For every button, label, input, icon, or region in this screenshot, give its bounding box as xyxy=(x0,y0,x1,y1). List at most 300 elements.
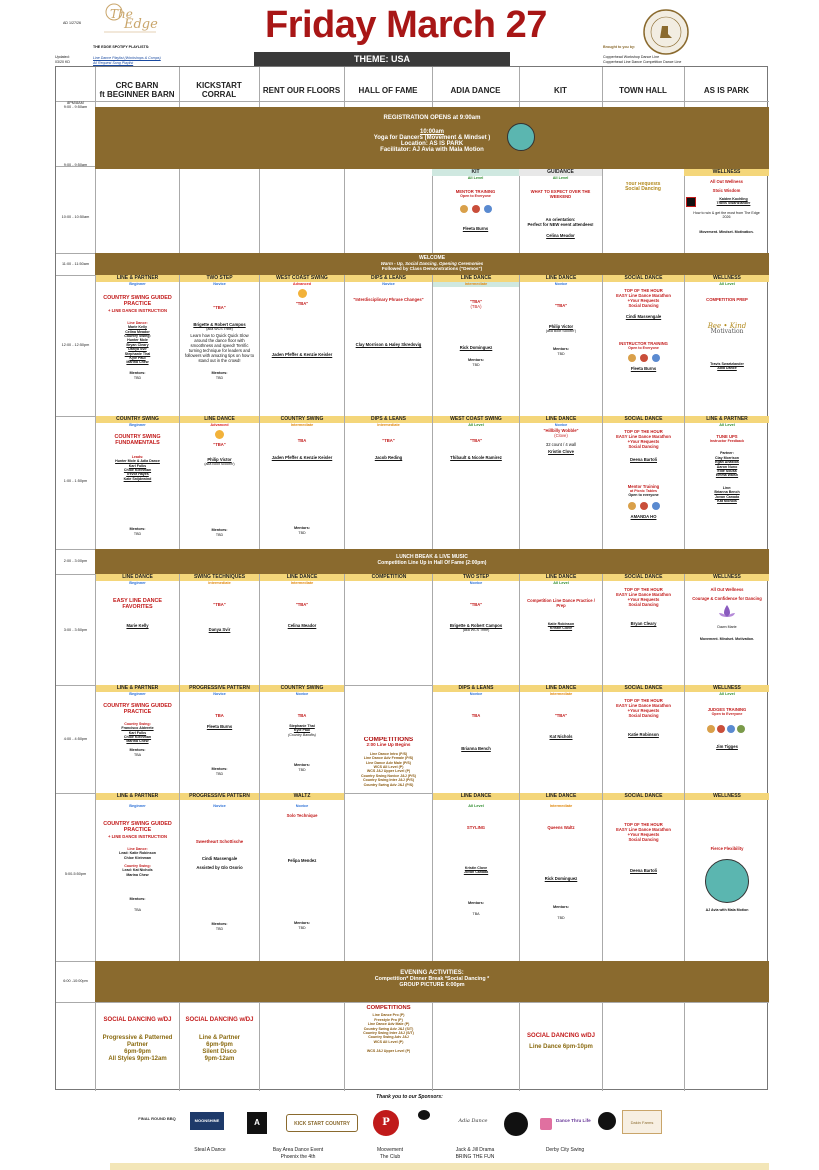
figures-icon xyxy=(624,352,664,364)
class-subtitle: Open to Everyone xyxy=(460,194,491,198)
instructor-name: Jaden Pfeffer & Kenzie Keisler xyxy=(271,455,333,460)
category-label: PROGRESSIVE PATTERN xyxy=(180,685,259,692)
class-title: Competition Line Dance Practice / Prep xyxy=(527,598,595,608)
level-label: Beginner xyxy=(129,581,146,585)
sponsor-logo-a: A xyxy=(247,1112,267,1134)
welcome-demos: Followed by Class Demonstrations ("Demos") xyxy=(381,266,483,271)
sponsor-name: BRING THE FUN xyxy=(455,1154,495,1160)
level-label: Novice xyxy=(554,423,568,427)
evening-group-picture: GROUP PICTURE 6:00pm xyxy=(399,982,465,988)
instructor-name: Thibault & Nicole Ramirez xyxy=(450,455,502,460)
class-title: STYLING xyxy=(466,825,486,830)
category-label: WELLNESS xyxy=(685,275,769,282)
social-line-4: Social Dancing xyxy=(628,837,659,842)
cell-3-crc xyxy=(96,574,179,685)
mentor-label: Mentors: xyxy=(293,921,311,925)
bee-kind-logo-sub: Motivation xyxy=(710,328,744,335)
training-title: Mentor Training xyxy=(627,484,660,489)
class-title: TBA xyxy=(297,438,307,443)
mentor-label: Mentors: xyxy=(211,922,228,926)
cell-5-crc xyxy=(96,793,179,961)
level-label: Novice xyxy=(213,282,226,286)
level-label: Intermediate xyxy=(549,692,573,696)
mentor-value: TBD xyxy=(133,532,142,537)
level-label: Intermediate xyxy=(290,581,314,585)
playlist-link-2[interactable]: All Request Song Playlist xyxy=(93,61,134,65)
category-label: DIPS & LEANS xyxy=(345,275,432,282)
sponsor-logo-moonshine: MOONSHINE xyxy=(190,1112,224,1130)
level-label: Advanced xyxy=(292,282,312,286)
class-title: Sweetheart Schottische xyxy=(195,839,244,844)
cell-12-hall xyxy=(345,275,432,416)
instructor-name: Cindi Massengale xyxy=(201,856,238,861)
mentor-label: Mentors: xyxy=(211,528,228,533)
mentor-label: Mentors: xyxy=(552,905,570,909)
instructor-name: Rick Dominguez xyxy=(459,345,493,350)
evening-title: EVENING ACTIVITIES: xyxy=(400,970,464,976)
theme-banner: THEME: USA xyxy=(254,52,510,66)
class-title: All Out Wellness xyxy=(710,179,743,184)
sponsor-name: Bay Area Dance Event xyxy=(272,1147,324,1153)
class-subtitle: (Clove) xyxy=(554,433,568,438)
cell-3-park xyxy=(685,574,769,685)
category-label: SWING TECHNIQUES xyxy=(180,574,259,581)
category-label: DIPS & LEANS xyxy=(345,416,432,423)
instructor-name: Rick Dominguez xyxy=(544,876,578,881)
instructor-name: Dawn Marie xyxy=(717,625,737,629)
class-title: COUNTRY SWING GUIDED PRACTICE xyxy=(103,821,172,834)
brought-by-2: Copperhead Line Dance Competition Dance Line xyxy=(603,60,682,64)
mentor-label: Mentors: xyxy=(129,527,146,532)
svg-text:Edge: Edge xyxy=(124,17,158,32)
instructor-aka: (Country Bandits) xyxy=(288,732,316,737)
cell-5-park xyxy=(685,793,769,961)
level-label: Novice xyxy=(213,804,226,808)
category-label: LINE DANCE xyxy=(180,416,259,423)
mentor-label: Mentors: xyxy=(293,526,311,530)
sponsor-logo-sparkle xyxy=(540,1118,552,1130)
social-line-3: +Your Requests xyxy=(627,597,660,602)
mentor-label: Mentors: xyxy=(293,763,311,768)
cell-wellness-stoic xyxy=(684,169,769,253)
category-label: TWO STEP xyxy=(433,574,519,581)
time-11am: 11:00 - 11:50am xyxy=(61,262,90,266)
class-subtitle: Stoic Wisdom xyxy=(712,188,741,193)
class-title-2: (TBA) xyxy=(470,304,482,309)
level-label: All Level xyxy=(467,176,484,180)
instructor-names: Travis Swartzlander Adia Dance xyxy=(710,362,744,371)
instructor-name: Fleeta Burns xyxy=(206,724,233,729)
evening-subtitle: Competition* Dinner Break *Social Dancing * xyxy=(374,976,490,982)
mentor-value: TBD xyxy=(298,768,306,773)
time-9am-2: 9:00 - 9:50am xyxy=(63,163,88,167)
time-1pm: 1:00 - 1:50pm xyxy=(63,479,88,483)
class-title: COUNTRY SWING GUIDED PRACTICE xyxy=(103,295,172,308)
updated-date: 03/20 KD xyxy=(55,60,70,64)
cell-night-kit xyxy=(520,1007,602,1091)
class-title: "TBA" xyxy=(554,713,568,718)
class-title: "TBA" xyxy=(295,602,309,607)
class-title: "TBA" xyxy=(469,438,483,443)
class-subtitle: Instructor Feedback xyxy=(709,439,745,443)
social-line-1: TOP OF THE HOUR xyxy=(624,587,663,592)
night-subtitle-2: Silent Disco xyxy=(202,1049,237,1056)
welcome-band xyxy=(95,253,769,275)
partner-label: Partner: xyxy=(720,451,734,456)
category-label: LINE DANCE xyxy=(520,416,602,423)
edge-logo xyxy=(100,2,160,36)
wellness-tagline: Movement. Mindset. Motivation. xyxy=(699,229,754,234)
sub-label: Country Swing: xyxy=(124,721,151,726)
mentor-value: TBD xyxy=(557,352,565,357)
night-time: 6pm-9pm xyxy=(206,1042,233,1049)
level-label: All Level xyxy=(552,176,569,180)
kickstart-logo xyxy=(642,8,690,56)
category-label: WEST COAST SWING xyxy=(260,275,344,282)
smiley-icon xyxy=(298,289,307,298)
category-label: GUIDANCE xyxy=(519,169,602,176)
class-title: "TBA" xyxy=(213,602,226,607)
registration-title: REGISTRATION OPENS at 9:00am xyxy=(383,115,481,121)
level-label: Novice xyxy=(469,692,483,696)
mentor-value: TBA xyxy=(134,908,141,913)
category-label: COUNTRY SWING xyxy=(260,685,344,692)
cell-3-kit xyxy=(520,574,602,685)
level-label: Advanced xyxy=(210,423,229,427)
column-header-hall-of-fame: HALL OF FAME xyxy=(358,85,418,95)
partner-names: Clay Morrison Egan Anastos Aaron Nuno Ellie Sousa Emma Walsh xyxy=(715,455,739,478)
category-label: SOCIAL DANCE xyxy=(603,416,684,423)
category-label: LINE & PARTNER xyxy=(96,275,179,282)
instructor-aka: (aka Boot Scootin') xyxy=(204,462,235,466)
time-4pm: 4:00 - 4:50pm xyxy=(63,737,88,741)
level-label: Novice xyxy=(554,282,568,286)
sponsor-name: Steal A Dance xyxy=(194,1147,226,1153)
level-label: All Level xyxy=(719,423,735,427)
social-line-3: +Your Requests xyxy=(627,708,660,713)
social-line-4: Social Dancing xyxy=(628,713,659,718)
line-names: Brianna Bench Jovan Canada Kat Nichols xyxy=(714,490,740,504)
instructor-name: Marie Kelly xyxy=(126,622,149,628)
instructor-name: Clay Morrison & Haley Skredsvig xyxy=(355,342,422,347)
stoic-logo-icon xyxy=(686,197,696,207)
class-subtitle: Courage & Confidence for Dancing xyxy=(692,596,762,601)
cell-4-town xyxy=(603,685,684,793)
level-label: All Level xyxy=(468,423,484,427)
instructor-name: Philip Victor xyxy=(207,457,232,462)
level-label: All Level xyxy=(553,581,569,585)
mentor-label: Mentors: xyxy=(129,370,146,375)
sponsor-logo-dance-thru-life: Dance Thru Life xyxy=(556,1118,591,1123)
sponsor-name: The Club xyxy=(379,1154,401,1160)
category-label: LINE DANCE xyxy=(520,574,602,581)
competitions-list: Line Dance Pro (P) Freestyle Pro (P) Line Dance Adv Male (P) Country Swing Adv J&J (S/T) Country Swing Inter J&J (S/T) Country Swing Adv J&J WCS All Level (P) WCS J&J Upper Level (P) xyxy=(363,1013,414,1053)
cell-4-crc xyxy=(96,685,179,793)
category-label: COUNTRY SWING xyxy=(260,416,344,423)
class-title-2: + LINE DANCE INSTRUCTION xyxy=(108,307,167,313)
class-title: TBA xyxy=(297,713,307,718)
level-label: Beginner xyxy=(129,282,146,286)
svg-text:The: The xyxy=(110,7,133,21)
time-2pm: 2:00 - 3:00pm xyxy=(63,559,88,563)
instructor-name: Jacob Reding xyxy=(374,455,403,460)
cell-5-kit xyxy=(520,793,602,961)
lead-label: Leads: xyxy=(131,454,144,459)
smiley-icon xyxy=(215,430,224,439)
class-title: "Hillbilly Wobble" xyxy=(543,428,579,433)
class-title: "TBA" xyxy=(554,303,568,308)
level-label: Novice xyxy=(382,282,395,286)
instructor-names: Kristin Clove Jovan Canada xyxy=(463,866,489,875)
sponsor-logo-dark xyxy=(418,1110,430,1120)
instructor-name: Kat Nichols xyxy=(549,734,573,739)
level-label: All Level xyxy=(719,692,735,696)
class-title: Queens Waltz xyxy=(547,825,575,830)
time-9am: 9:00 - 9:50am xyxy=(63,105,88,109)
cell-competitions xyxy=(345,737,432,817)
instructor-name: Brigette & Robert Campos xyxy=(449,623,503,628)
class-title: "TBA" xyxy=(213,305,226,310)
cell-4-adia xyxy=(433,685,519,793)
sub-label-2: Country Swing: xyxy=(124,864,151,869)
lunch-subtitle: Competition Line Up in Hall Of Fame (2:00pm) xyxy=(377,560,487,566)
cell-night-kickstart xyxy=(180,1007,259,1091)
sub-label-2: Country Swing: xyxy=(124,334,151,339)
class-subtitle: Open to Everyone xyxy=(711,712,743,716)
training-subtitle: at Picnic Tables xyxy=(630,489,657,493)
night-title: SOCIAL DANCING w/DJ xyxy=(185,1017,254,1023)
level-label: Novice xyxy=(469,581,483,585)
figures-icon xyxy=(456,202,496,216)
cell-1-rent xyxy=(260,416,344,549)
instructor-name: AJ Avia with Mala Motion xyxy=(705,908,749,912)
brought-by-1: Copperhead Workshop Dance Line xyxy=(603,55,660,59)
category-label: WELLNESS xyxy=(685,685,769,692)
class-title: All Out Wellness xyxy=(710,587,744,592)
instructor-name: Kristin Clove xyxy=(548,449,574,454)
night-time: Line Dance 6pm-10pm xyxy=(529,1044,593,1051)
training-subtitle-2: Open to everyone xyxy=(628,493,659,498)
instructor-name: Deena Bartoli xyxy=(630,868,657,873)
cell-4-kickstart xyxy=(180,685,259,793)
training-title: INSTRUCTOR TRAINING xyxy=(619,341,668,346)
competitions-title: COMPETITIONS xyxy=(363,737,414,743)
mentor-label: Mentors: xyxy=(129,897,146,902)
yoga-facilitator: Facilitator: AJ Avia with Mala Motion xyxy=(380,147,484,153)
cell-3-rent xyxy=(260,574,344,685)
cell-1-park xyxy=(685,416,769,549)
level-label: Intermediate xyxy=(290,423,314,427)
cell-guidance xyxy=(519,169,602,253)
cell-3-hall xyxy=(345,574,432,582)
category-label: DIPS & LEANS xyxy=(433,685,519,692)
registration-band xyxy=(95,107,769,169)
instructor-name: Jaden Pfeffer & Kenzie Keisler xyxy=(271,352,333,357)
mentor-value: TBD xyxy=(472,363,480,367)
social-line-1: TOP OF THE HOUR xyxy=(624,698,663,703)
cell-5-rent xyxy=(260,793,344,961)
instructor-name: Brianna Bench xyxy=(461,746,491,751)
instructor-name: Felipa Mendez xyxy=(287,858,317,863)
mentor-value: TBA xyxy=(472,911,480,916)
column-header-as-is-park: AS IS PARK xyxy=(703,85,750,95)
level-label: Intermediate xyxy=(433,282,519,287)
sponsor-logo-dark-2 xyxy=(598,1112,616,1130)
cell-5-kickstart xyxy=(180,793,259,961)
category-label: LINE DANCE xyxy=(520,685,602,692)
category-label: SOCIAL DANCE xyxy=(603,685,684,692)
class-title: "TBA" xyxy=(295,301,309,306)
mentor-value: TBD xyxy=(298,531,306,535)
class-title: COMPETITION PREP xyxy=(706,297,748,302)
category-label: LINE & PARTNER xyxy=(685,416,769,423)
time-5pm: 5:00-5:50pm xyxy=(64,872,87,876)
instructor-name-2: Fleeta Burns xyxy=(630,366,657,372)
category-label: LINE & PARTNER xyxy=(96,793,179,800)
mala-motion-logo xyxy=(705,859,749,903)
class-title: JUDGES TRAINING xyxy=(707,707,747,712)
cell-1-kit xyxy=(520,416,602,549)
instructor-aka: (aka WCS Tribe) xyxy=(206,327,233,331)
category-label: WELLNESS xyxy=(685,574,769,581)
category-label: SOCIAL DANCE xyxy=(603,574,684,581)
class-title: MENTOR TRAINING xyxy=(455,189,496,194)
mentor-value: TBA xyxy=(134,752,141,757)
class-title: "TBA" xyxy=(213,442,226,447)
lunch-title: LUNCH BREAK & LIVE MUSIC xyxy=(396,554,468,560)
social-line-2: Social Dancing xyxy=(625,186,661,192)
sponsor-logo-kickstart: KICK START COUNTRY xyxy=(286,1114,358,1132)
level-label: Novice xyxy=(295,692,309,696)
sponsor-name: Moovement xyxy=(376,1147,404,1153)
level-label: Novice xyxy=(295,804,309,808)
instructor-name: Philip Victor xyxy=(548,324,574,329)
page-title: Friday March 27 xyxy=(265,4,547,46)
sponsor-name: Derby City Swing xyxy=(545,1147,585,1153)
instructor-names: Lead: Katie Robinson Chloe Kleinman xyxy=(119,851,156,860)
social-line-2: EASY Line Dance Marathon xyxy=(616,434,671,439)
brought-by: Brought to you by: xyxy=(603,45,636,49)
level-label: Intermediate xyxy=(377,423,400,427)
welcome-title: WELCOME xyxy=(418,255,446,261)
cell-4-rent xyxy=(260,685,344,793)
welcome-subtitle: Warm - Up, Social Dancing, Opening Ceremonies xyxy=(380,261,484,266)
level-label: Intermediate xyxy=(549,804,573,808)
category-label: COUNTRY SWING xyxy=(96,416,179,423)
class-title: TUNE UPS xyxy=(716,434,738,439)
instructor-name: Celina Meador xyxy=(287,623,317,628)
lotus-icon xyxy=(717,603,737,619)
instructor-name: Bryan Cleary xyxy=(630,621,657,626)
cell-1-crc xyxy=(96,416,179,549)
night-time: 6pm-9pm xyxy=(124,1049,151,1056)
class-subtitle-2: Perfect for NEW event attendees! xyxy=(527,222,594,227)
night-time-2: 9pm-12am xyxy=(204,1056,235,1063)
cell-12-town xyxy=(603,275,684,416)
category-label: TWO STEP xyxy=(180,275,259,282)
level-label: Intermediate xyxy=(208,581,231,585)
column-header-kickstart-corral: KICKSTART CORRAL xyxy=(196,81,242,99)
class-title: TBA xyxy=(215,713,224,718)
category-label: WELLNESS xyxy=(685,793,769,800)
sponsor-logo-circle xyxy=(504,1112,528,1136)
time-3pm: 3:00 - 3:50pm xyxy=(63,628,88,632)
yoga-time: 10:00am xyxy=(419,129,445,135)
social-line-1: TOP OF THE HOUR xyxy=(624,288,663,293)
category-label: LINE DANCE xyxy=(520,275,602,282)
cell-3-kickstart xyxy=(180,574,259,685)
category-label: LINE DANCE xyxy=(260,574,344,581)
cell-1-kickstart xyxy=(180,416,259,549)
line-label: Line: xyxy=(722,485,732,490)
cell-night-competitions xyxy=(345,1005,432,1089)
cell-1-town xyxy=(603,416,684,549)
column-header-town-hall: TOWN HALL xyxy=(619,85,667,95)
category-label: SOCIAL DANCE xyxy=(603,275,684,282)
class-title: COUNTRY SWING FUNDAMENTALS xyxy=(114,434,161,447)
sponsor-logo-adia: Adia Dance xyxy=(458,1118,488,1124)
class-title: "TBA" xyxy=(469,299,483,304)
instructor-name-2: AMANDA HO xyxy=(630,513,657,519)
sponsors-heading: Thank you to our Sponsors: xyxy=(376,1094,443,1100)
class-title: "Interdisciplinary Phrase Changes" xyxy=(353,297,424,302)
cell-1-hall xyxy=(345,416,432,549)
instructor-names: Katie Robinson Kristin Clove xyxy=(547,622,575,631)
level-label: Beginner xyxy=(129,692,146,696)
training-subtitle: Open to Everyone xyxy=(628,346,659,350)
category-label: LINE DANCE xyxy=(96,574,179,581)
instructor-name: Danya Svir xyxy=(208,627,231,632)
category-label: WELLNESS xyxy=(684,169,769,176)
instructor-names: Hunter Mole & Adia Dance Karl Fulks Chloe Kleinman Trevor Hayes Kate Snijdewind xyxy=(115,459,160,481)
yoga-title: Yoga for Dancers (Movement & Mindset ) xyxy=(373,135,491,141)
social-line-1: TOP OF THE HOUR xyxy=(624,822,663,827)
sub-label: Line Dance: xyxy=(127,846,148,851)
category-label: WALTZ xyxy=(260,793,344,800)
class-title: COUNTRY SWING GUIDED PRACTICE xyxy=(103,703,172,716)
class-title: TBA xyxy=(471,713,481,718)
updated-label: Updated: xyxy=(55,55,70,59)
cell-12-park xyxy=(685,275,769,416)
mentor-label: Mentors: xyxy=(211,371,228,376)
category-label: WEST COAST SWING xyxy=(433,416,519,423)
class-title-2: + LINE DANCE INSTRUCTION xyxy=(108,833,167,839)
cell-12-rent xyxy=(260,275,344,416)
social-line-4: Social Dancing xyxy=(628,303,659,308)
schedule-grid xyxy=(55,66,768,1090)
social-line-2: EASY Line Dance Marathon xyxy=(616,293,671,298)
instructor-name: Jim Tigges xyxy=(716,744,738,750)
mentor-value: TBD xyxy=(215,927,224,931)
mentor-label: Mentors: xyxy=(129,747,146,752)
night-title: SOCIAL DANCING w/DJ xyxy=(527,1033,595,1039)
cell-12-adia xyxy=(433,275,519,416)
category-label: LINE DANCE xyxy=(433,793,519,800)
sub-label: Line Dance: xyxy=(127,320,148,325)
cell-5-town xyxy=(603,793,684,961)
social-line-1: TOP OF THE HOUR xyxy=(624,429,663,434)
time-6pm: 6:00 -10:00pm xyxy=(63,979,88,983)
night-time-2: All Styles 9pm-12am xyxy=(108,1056,167,1063)
figures-icon xyxy=(705,722,749,736)
cell-12-kit xyxy=(520,275,602,416)
instructor-name: Celina Meador xyxy=(546,233,575,238)
playlist-link-1[interactable]: Line Dance Playlist (Workshops & Comps) xyxy=(93,56,161,60)
wellness-tagline: Movement. Mindset. Motivation. xyxy=(699,637,755,642)
social-line-2: EASY Line Dance Marathon xyxy=(616,827,671,832)
instructor-name: Fleeta Burns xyxy=(462,226,489,232)
night-title: SOCIAL DANCING w/DJ xyxy=(103,1017,172,1023)
